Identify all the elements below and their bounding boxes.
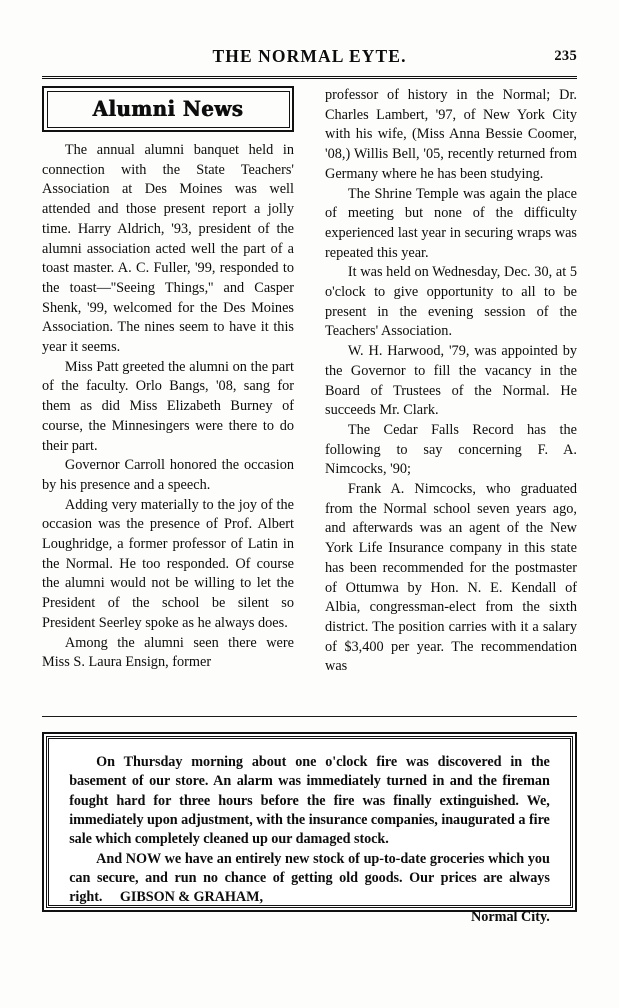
paragraph: Among the alumni seen there were Miss S. Laura Ensign, former bbox=[42, 634, 294, 671]
advertiser-city: Normal City. bbox=[471, 908, 550, 925]
page-title: THE NORMAL EYTE. bbox=[212, 46, 407, 66]
advertisement-border-middle bbox=[46, 736, 574, 925]
paragraph: The annual alumni banquet held in connection with the State Teachers' Association at Des Moines was well attended and those present report a jolly time. Harry Aldrich, '93, president of the alumni association acted well the part of a toast master. A. C. Fuller, '99, responded to the toast—''Seeing Things,'' and Casper Shenk, '99, welcomed for the Des Moines Association. The nines seem to have it this year it seems. bbox=[42, 142, 294, 356]
paragraph: Adding very materially to the joy of the occasion was the presence of Prof. Albert Loughridge, a former professor of Latin in the Normal. He too responded. Of course the alumni would not be willing to let the President of the school be silent so President Seerley spoke as he always does. bbox=[42, 496, 294, 631]
paragraph: The Cedar Falls Record has the following to say concerning F. A. Nimcocks, '90; bbox=[325, 421, 577, 478]
department-heading-inner bbox=[47, 91, 290, 128]
paragraph: It was held on Wednesday, Dec. 30, at 5 o'clock to give opportunity to all to be present in the evening session of the Teachers' Association. bbox=[325, 264, 577, 340]
column-left bbox=[42, 86, 294, 673]
advertisement-paragraph: On Thursday morning about one o'clock fire was discovered in the basement of our store. An alarm was immediately turned in and the fireman fought hard for three hours before the fire was finally extinguished. We, immediately upon adjustment, with the insurance companies, inaugurated a fire sale which completely cleaned up our damaged stock. bbox=[69, 754, 550, 848]
paragraph: W. H. Harwood, '79, was appointed by the Governor to fill the vacancy in the Board of Trustees of the Normal. He succeeds Mr. Clark. bbox=[325, 343, 577, 419]
advertisement-content bbox=[48, 738, 571, 925]
page-number: 235 bbox=[554, 48, 577, 64]
paragraph: professor of history in the Normal; Dr. Charles Lambert, '97, of New York City with his wife, (Miss Anna Bessie Coomer, '08,) Willis Bell, '05, recently returned from Germany where he has been studying. bbox=[325, 87, 577, 182]
advertisement-paragraph bbox=[69, 850, 550, 908]
paragraph: Miss Patt greeted the alumni on the part of the faculty. Orlo Bangs, '08, sang for them as did Miss Elizabeth Burney of course, the Minnesingers were there to do their part. bbox=[42, 358, 294, 454]
paragraph: Frank A. Nimcocks, who graduated from the Normal school seven years ago, and afterwards was an agent of the New York Life Insurance company in this state has been recommended for the postmaster of Ottumwa by Hon. N. E. Kendall of Albia, congressman-elect from the sixth district. The position carries with it a salary of $3,400 per year. The recommendation was bbox=[325, 481, 577, 675]
paragraph: The Shrine Temple was again the place of meeting but none of the difficulty experienced last year in securing wraps was repeated this year. bbox=[325, 185, 577, 261]
paragraph: Governor Carroll honored the occasion by his presence and a speech. bbox=[42, 457, 294, 493]
advertisement-box bbox=[42, 732, 577, 925]
column-right bbox=[325, 86, 577, 677]
department-title: Alumni News bbox=[92, 96, 244, 122]
header-rule bbox=[42, 76, 577, 79]
department-heading-box bbox=[42, 86, 294, 132]
advertiser-name: GIBSON & GRAHAM, bbox=[119, 889, 263, 906]
running-head bbox=[42, 46, 577, 72]
article-columns bbox=[42, 86, 577, 706]
advertisement-separator-rule bbox=[42, 716, 577, 717]
advertisement-paragraph-text: And NOW we have an entirely new stock of up-to-date groceries which you can secure, and run no chance of getting old goods. Our prices are always right. bbox=[69, 850, 550, 906]
